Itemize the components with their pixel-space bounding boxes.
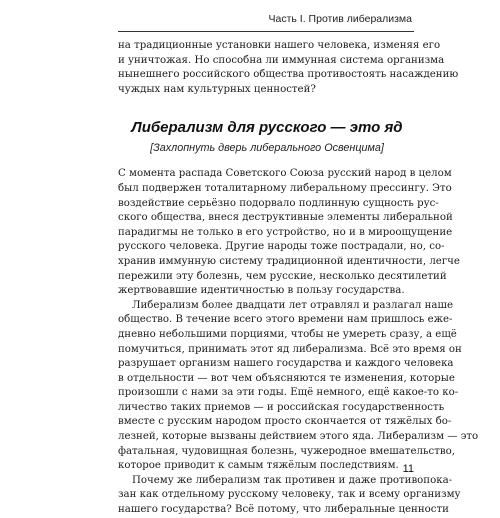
text-line: фатальная, чудовищная болезнь, чужеродное вмешательство,	[118, 445, 455, 457]
text-line: Либерализм более двадцати лет отравлял и разлагал наше	[132, 299, 454, 311]
text-line: нынешнего российского общества противостоять насаждению	[118, 69, 459, 81]
text-line: жертвовавшие идентичностью в пользу государства.	[118, 285, 405, 297]
text-line: лезней, которые вызваны действием этого яда. Либерализм — это	[118, 431, 479, 443]
page-body	[118, 39, 479, 518]
paragraph	[118, 474, 461, 518]
text-line: общество. В течение всего этого времени нам пришлось еже-	[118, 314, 453, 326]
text-line: на традиционные установки нашего человека, изменяя его	[118, 40, 441, 51]
text-line: русского человека. Другие народы тоже пострадали, но, со-	[118, 241, 445, 253]
running-head: Часть I. Против либерализма	[268, 13, 412, 25]
paragraph	[118, 167, 460, 298]
text-line: нашего государства? Всё потому, что либеральные ценности	[118, 504, 449, 516]
text-line: произошли с нами за эти годы. Ещё немного, ещё какое-то ко-	[118, 387, 459, 399]
text-line: личество таких приемов — и российская государственность	[118, 401, 445, 413]
text-line: парадигмы не только в его устройство, но и в мироощущение	[118, 226, 453, 238]
text-line: зан как отдельному русскому человеку, так и всему организму	[118, 489, 461, 501]
text-line: воздействие серьёзно подорвало подлинную сущность рус-	[118, 197, 439, 209]
paragraph	[118, 299, 479, 474]
text-line: хранив иммунную систему традиционной идентичности, легче	[118, 255, 460, 267]
section-title: Либерализм для русского — это яд	[131, 119, 403, 137]
text-line: вместе с русским народом просто скончается от тяжёлых бо-	[118, 416, 452, 428]
page-number: 11	[402, 463, 414, 475]
text-line: Почему же либерализм так противен и даже противопока-	[132, 474, 453, 486]
text-line: был подвержен тоталитарному либеральному прессингу. Это	[118, 182, 452, 194]
text-line: пережили эту болезнь, чем русские, несколько десятилетий	[118, 270, 447, 282]
text-line: ского общества, внеся деструктивные элементы либеральной	[118, 212, 453, 224]
section-subtitle: [Захлопнуть дверь либерального Освенцима]	[150, 142, 384, 155]
section-text	[118, 167, 479, 517]
text-line: чуждых нам культурных ценностей?	[118, 83, 316, 95]
text-line: разрушает организм нашего государства и каждого человека	[118, 358, 454, 370]
intro-paragraph	[118, 39, 459, 97]
text-line: которое приводит к самым тяжёлым последствиям.	[118, 460, 399, 472]
text-line: помучиться, принимать этот яд либерализма. Всё это время он	[118, 343, 462, 355]
text-line: в отдельности — вот чем объясняются те изменения, которые	[118, 372, 455, 384]
text-line: С момента распада Советского Союза русский народ в целом	[118, 168, 452, 180]
text-line: и уничтожая. Но способна ли иммунная система организма	[118, 54, 445, 66]
header-rule	[118, 31, 414, 32]
text-line: дневно небольшими порциями, чтобы не умереть сразу, а ещё	[118, 328, 457, 340]
